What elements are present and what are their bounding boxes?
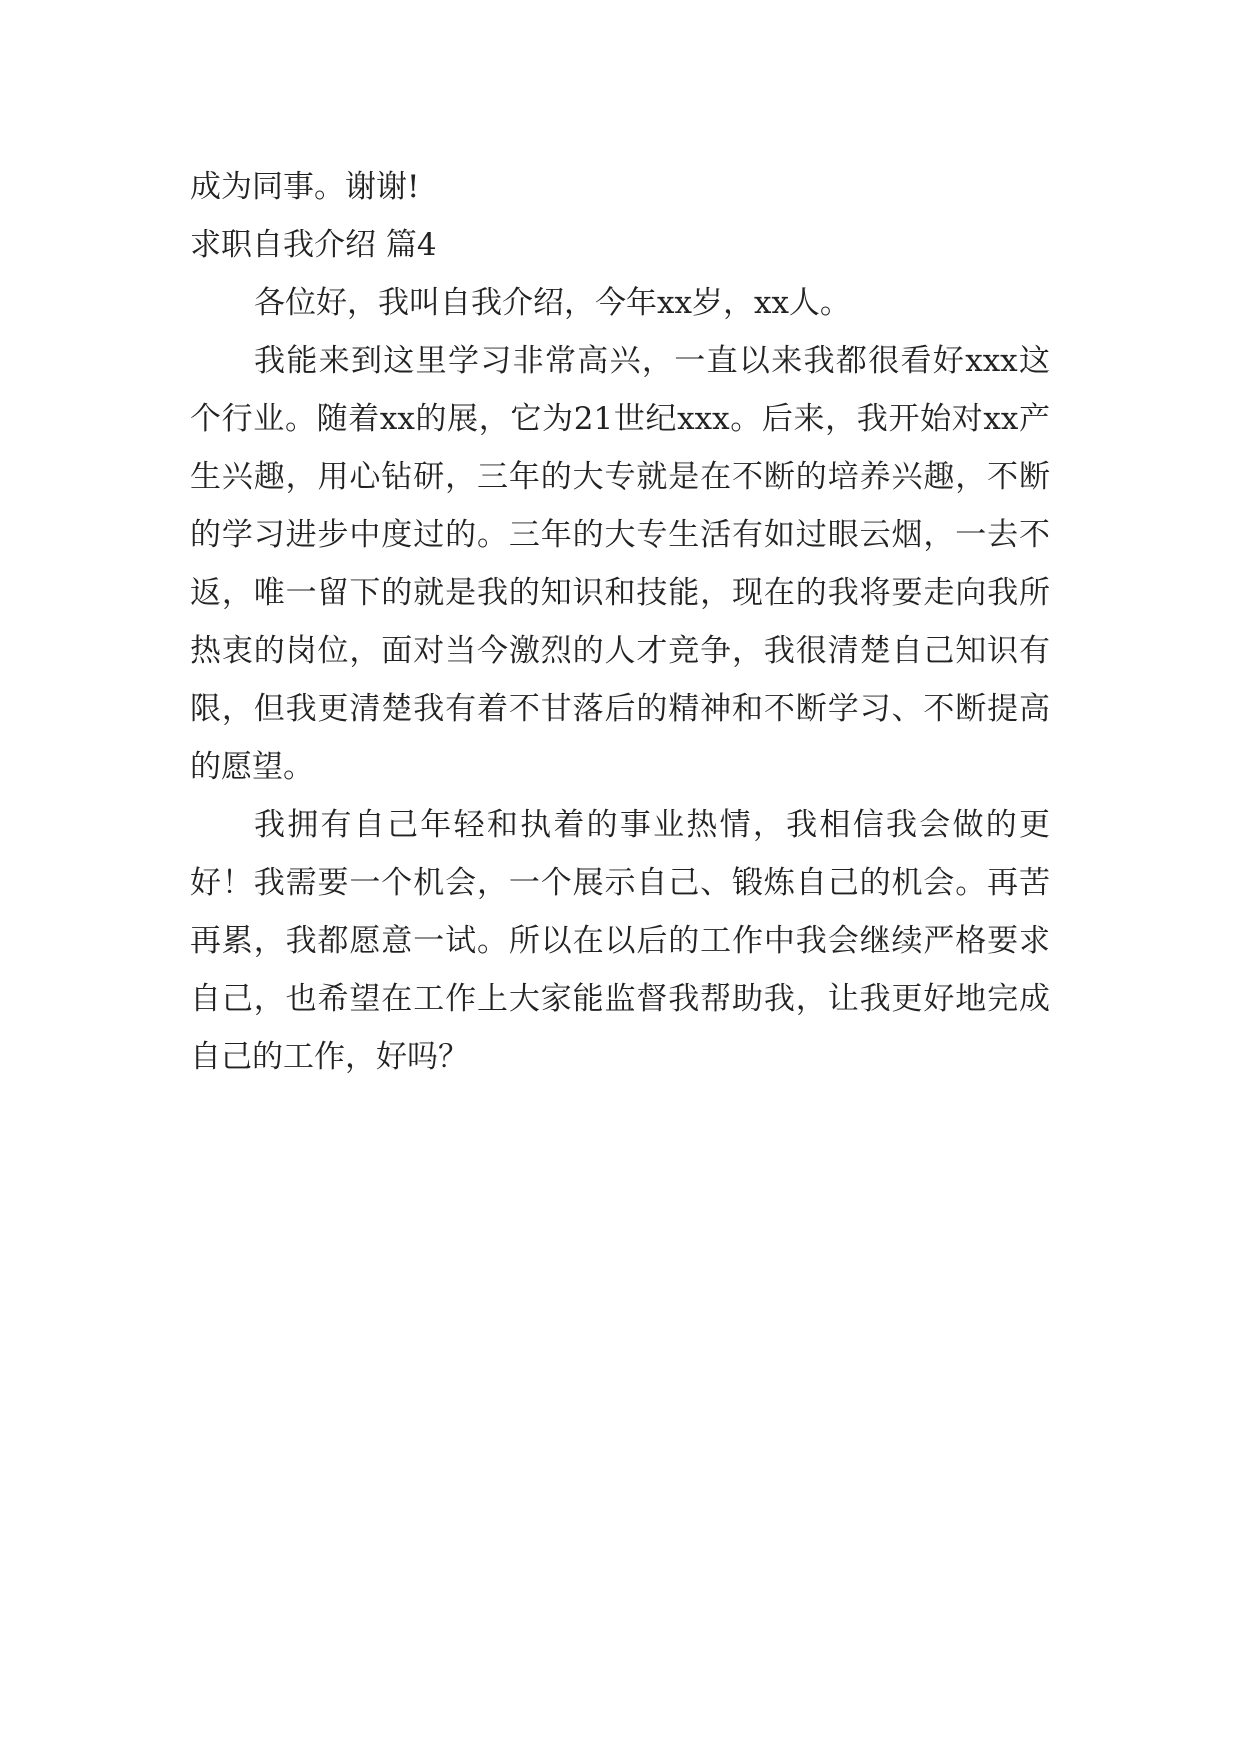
paragraph-background: 我能来到这里学习非常高兴，一直以来我都很看好xxx这个行业。随着xx的展，它为21世纪xxx。后来，我开始对xx产生兴趣，用心钻研，三年的大专就是在不断的培养兴趣，不断的学习进步中度过的。三年的大专生活有如过眼云烟，一去不返，唯一留下的就是我的知识和技能，现在的我将要走向我所热衷的岗位，面对当今激烈的人才竞争，我很清楚自己知识有限，但我更清楚我有着不甘落后的精神和不断学习、不断提高的愿望。: [190, 343, 1050, 785]
paragraph-greeting: 各位好，我叫自我介绍，今年xx岁，xx人。: [254, 285, 851, 321]
paragraph-closing: 我拥有自己年轻和执着的事业热情，我相信我会做的更好！我需要一个机会，一个展示自己、锻炼自己的机会。再苦再累，我都愿意一试。所以在以后的工作中我会继续严格要求自己，也希望在工作上大家能监督我帮助我，让我更好地完成自己的工作，好吗？: [190, 807, 1050, 1075]
document-body: [190, 158, 1050, 1086]
carryover-line: 成为同事。谢谢!: [190, 169, 420, 205]
section-title: 求职自我介绍 篇4: [190, 227, 437, 263]
